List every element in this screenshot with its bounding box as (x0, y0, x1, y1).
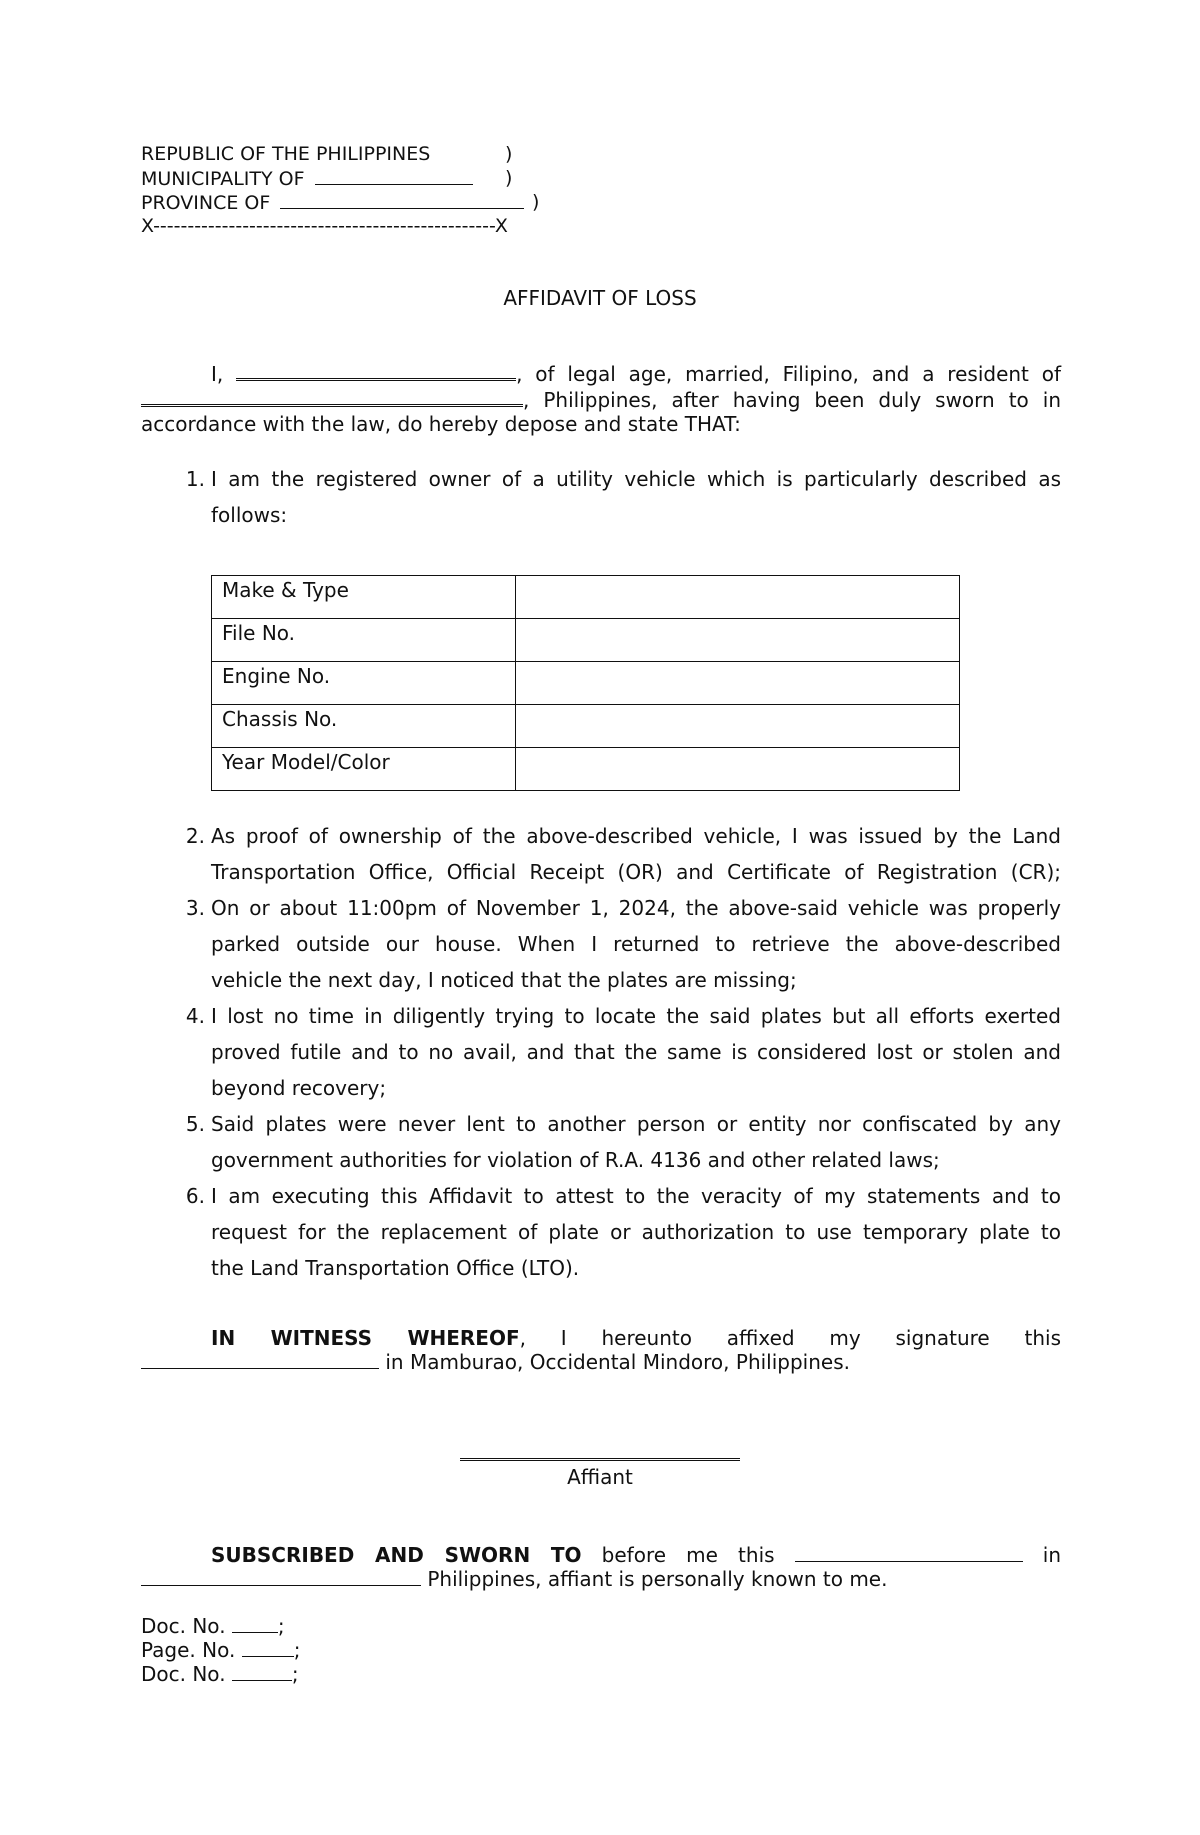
witness-paragraph (141, 1326, 1061, 1374)
jurat-location: Philippines, affiant is personally known to me. (427, 1567, 888, 1591)
jurat-place-blank[interactable] (141, 1567, 421, 1586)
signature-line[interactable] (460, 1458, 740, 1461)
caption-municipality-text: MUNICIPALITY OF (141, 168, 305, 190)
item-line: parked outside our house. When I returned to retrieve the above-described (211, 932, 1061, 956)
intro-line-1 (141, 360, 1061, 386)
item-line: request for the replacement of plate or authorization to use temporary plate to (211, 1220, 1061, 1244)
witness-line-2 (141, 1350, 1061, 1374)
doc-entry-label: Page. No. (141, 1638, 236, 1662)
province-blank[interactable] (280, 190, 524, 209)
table-cell-value[interactable] (516, 705, 960, 748)
doc-entry-label: Doc. No. (141, 1662, 226, 1686)
item-line: I lost no time in diligently trying to locate the said plates but all efforts exerted (211, 1004, 1061, 1028)
item-number: 5. (185, 1112, 205, 1136)
item-line: I am executing this Affidavit to attest to the veracity of my statements and to (211, 1184, 1061, 1208)
list-item (141, 1178, 1061, 1286)
caption-paren: ) (532, 191, 540, 213)
list-item (141, 890, 1061, 998)
jurat-bold: SUBSCRIBED AND SWORN TO (211, 1543, 582, 1567)
witness-bold: IN WITNESS WHEREOF (211, 1326, 520, 1350)
table-row (212, 705, 960, 748)
doc-entry (141, 1662, 300, 1686)
item-line: beyond recovery; (211, 1076, 387, 1100)
table-cell-label: Engine No. (212, 662, 516, 705)
affiant-label: Affiant (567, 1465, 633, 1489)
list-item (141, 1106, 1061, 1178)
intro-line-2 (141, 386, 1061, 412)
caption-province (141, 190, 540, 214)
item-line: On or about 11:00pm of November 1, 2024, the above-said vehicle was properly (211, 896, 1061, 920)
intro-paragraph (141, 360, 1061, 436)
list-item (141, 818, 1061, 890)
item-number: 6. (185, 1184, 205, 1208)
item-line: Transportation Office, Official Receipt (OR) and Certificate of Registration (CR); (211, 860, 1061, 884)
municipality-blank[interactable] (315, 166, 473, 185)
intro-after-residence: , Philippines, after having been duly sworn to in (523, 388, 1061, 412)
table-row (212, 748, 960, 791)
table-row (212, 619, 960, 662)
table-cell-value[interactable] (516, 576, 960, 619)
table-row (212, 662, 960, 705)
intro-line-3: accordance with the law, do hereby depose and state THAT: (141, 412, 741, 436)
witness-date-blank[interactable] (141, 1350, 379, 1369)
jurat-paragraph (141, 1543, 1061, 1591)
vehicle-description-table (211, 575, 960, 791)
table-cell-label: File No. (212, 619, 516, 662)
caption-republic-text: REPUBLIC OF THE PHILIPPINES (141, 143, 431, 165)
intro-i: I, (211, 362, 224, 386)
list-item (141, 461, 1061, 533)
table-row (212, 576, 960, 619)
item-line: vehicle the next day, I noticed that the plates are missing; (211, 968, 797, 992)
caption-separator: X--------------------------------------------------X (141, 215, 508, 237)
doc-entry-blank[interactable] (232, 1662, 292, 1681)
caption-republic (141, 142, 524, 166)
doc-entry-end: ; (277, 1614, 285, 1638)
list-item (141, 998, 1061, 1106)
jurat-line-2 (141, 1567, 1061, 1591)
caption-paren: ) (505, 143, 513, 165)
table-cell-value[interactable] (516, 748, 960, 791)
item-number: 4. (185, 1004, 205, 1028)
item-line: As proof of ownership of the above-described vehicle, I was issued by the Land (211, 824, 1061, 848)
witness-rest: , I hereunto affixed my signature this (519, 1326, 1062, 1350)
doc-entry-end: ; (293, 1638, 301, 1662)
item-number: 2. (185, 824, 205, 848)
doc-entry (141, 1638, 300, 1662)
intro-after-name: , of legal age, married, Filipino, and a resident of (516, 362, 1062, 386)
table-cell-label: Chassis No. (212, 705, 516, 748)
item-number: 3. (185, 896, 205, 920)
table-cell-label: Make & Type (212, 576, 516, 619)
table-cell-value[interactable] (516, 619, 960, 662)
item-line: follows: (211, 503, 288, 527)
doc-entry-label: Doc. No. (141, 1614, 226, 1638)
item-number: 1. (185, 467, 205, 491)
table-cell-label: Year Model/Color (212, 748, 516, 791)
doc-entry-blank[interactable] (232, 1614, 278, 1633)
item-line: Said plates were never lent to another person or entity nor confiscated by any (211, 1112, 1061, 1136)
caption-block (141, 142, 540, 238)
caption-paren: ) (505, 167, 513, 189)
affiant-signature (460, 1458, 740, 1489)
doc-entry (141, 1614, 300, 1638)
jurat-in: in (1042, 1543, 1062, 1567)
residence-blank[interactable] (141, 386, 523, 407)
witness-line-1 (141, 1326, 1061, 1350)
witness-location: in Mamburao, Occidental Mindoro, Philippines. (385, 1350, 850, 1374)
affiant-name-blank[interactable] (236, 360, 516, 381)
item-line: the Land Transportation Office (LTO). (211, 1256, 580, 1280)
item-line: I am the registered owner of a utility vehicle which is particularly described as (211, 467, 1061, 491)
jurat-rest: before me this (601, 1543, 775, 1567)
doc-entry-end: ; (291, 1662, 299, 1686)
item-line: proved futile and to no avail, and that the same is considered lost or stolen and (211, 1040, 1061, 1064)
doc-entry-blank[interactable] (242, 1638, 294, 1657)
caption-municipality (141, 166, 524, 190)
jurat-date-blank[interactable] (795, 1543, 1023, 1562)
notarial-register (141, 1614, 300, 1686)
item-line: government authorities for violation of R.A. 4136 and other related laws; (211, 1148, 940, 1172)
document-title: AFFIDAVIT OF LOSS (503, 286, 697, 310)
table-cell-value[interactable] (516, 662, 960, 705)
caption-province-text: PROVINCE OF (141, 192, 271, 214)
jurat-line-1 (141, 1543, 1061, 1567)
